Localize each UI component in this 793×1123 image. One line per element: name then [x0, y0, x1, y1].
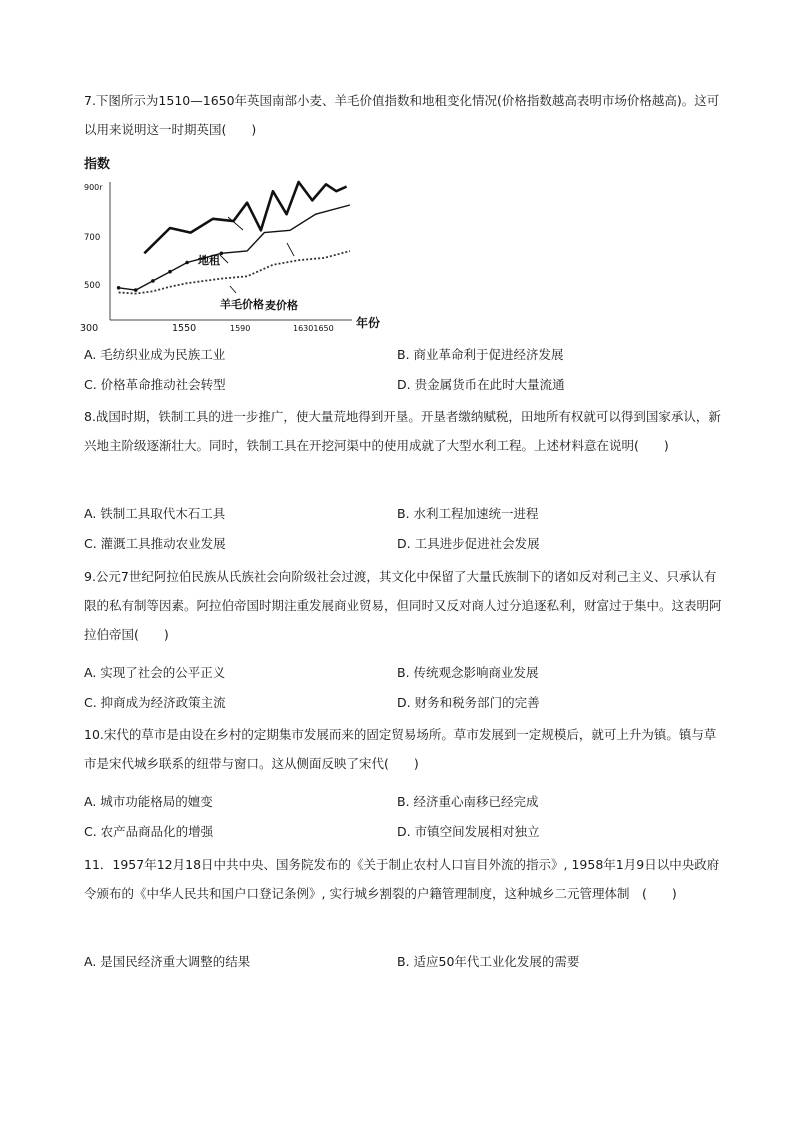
wool-data-point: [151, 279, 155, 283]
q7-option-c[interactable]: C. 价格革命推动社会转型: [84, 377, 226, 392]
annotation-arrow-4: [230, 286, 236, 293]
x-tick-1590: 1590: [230, 324, 251, 333]
wool-data-point: [220, 252, 224, 256]
wool-data-point: [117, 286, 121, 290]
wool-data-point: [134, 288, 138, 292]
series-rent-line: [119, 251, 350, 294]
q8-option-a[interactable]: A. 铁制工具取代木石工具: [84, 506, 226, 521]
label-wheat-price: 麦价格: [265, 299, 298, 312]
wool-data-point: [185, 261, 189, 265]
q9-option-a[interactable]: A. 实现了社会的公平正义: [84, 665, 226, 680]
y-tick-500: 500: [84, 281, 101, 291]
x-tick-1630-1650: 16301650: [293, 324, 334, 333]
chart-ylabel: 指数: [84, 157, 111, 172]
question-11-stem: 11．1957年12月18日中共中央、国务院发布的《关于制止农村人口盲目外流的指示》, 1958年1月9日以中央政府令颁布的《中华人民共和国户口登记条例》, 实行城乡割裂的户籍管理制度，这种城乡二元管理体制 ( ): [84, 857, 720, 901]
q10-option-a[interactable]: A. 城市功能格局的嬗变: [84, 794, 213, 809]
question-9-stem: 9.公元7世纪阿拉伯民族从氏族社会向阶级社会过渡，其文化中保留了大量氏族制下的诸如反对利己主义、只承认有限的私有制等因素。阿拉伯帝国时期注重发展商业贸易，但同时又反对商人过分追逐私利，财富过于集中。这表明阿拉伯帝国( ): [84, 569, 722, 642]
y-tick-700: 700: [84, 233, 101, 243]
annotation-arrow-2: [287, 243, 294, 256]
question-7-stem: 7.下图所示为1510—1650年英国南部小麦、羊毛价值指数和地租变化情况(价格指数越高表明市场价格越高)。这可以用来说明这一时期英国( ): [84, 93, 720, 137]
wool-data-point: [168, 270, 172, 274]
q8-option-c[interactable]: C. 灌溉工具推动农业发展: [84, 536, 226, 551]
series-wheat-price-line: [144, 182, 346, 253]
y-tick-900: 900r: [84, 183, 103, 192]
label-rent: 地租: [198, 254, 220, 267]
annotation-arrow-3: [220, 255, 228, 263]
q9-option-d[interactable]: D. 财务和税务部门的完善: [397, 695, 540, 710]
q9-option-b[interactable]: B. 传统观念影响商业发展: [397, 665, 539, 680]
q9-option-c[interactable]: C. 抑商成为经济政策主流: [84, 695, 226, 710]
question-8-stem: 8.战国时期，铁制工具的进一步推广，使大量荒地得到开垦。开垦者缴纳赋税，田地所有权就可以得到国家承认，新兴地主阶级逐渐壮大。同时，铁制工具在开挖河渠中的使用成就了大型水利工程。上述材料意在说明( ): [84, 409, 721, 453]
q8-option-d[interactable]: D. 工具进步促进社会发展: [397, 536, 540, 551]
y-tick-300: 300: [80, 323, 99, 334]
q7-option-b[interactable]: B. 商业革命利于促进经济发展: [397, 347, 564, 362]
q8-option-b[interactable]: B. 水利工程加速统一进程: [397, 506, 539, 521]
q11-option-a[interactable]: A. 是国民经济重大调整的结果: [84, 954, 251, 969]
price-index-chart: [80, 150, 400, 340]
q11-option-b[interactable]: B. 适应50年代工业化发展的需要: [397, 954, 580, 969]
q10-option-c[interactable]: C. 农产品商品化的增强: [84, 824, 214, 839]
label-wool-price: 羊毛价格: [220, 298, 264, 311]
chart-xlabel: 年份: [356, 316, 381, 330]
q10-option-d[interactable]: D. 市镇空间发展相对独立: [397, 824, 540, 839]
x-tick-1550: 1550: [172, 323, 197, 334]
question-10-stem: 10.宋代的草市是由设在乡村的定期集市发展而来的固定贸易场所。草市发展到一定规模后，就可上升为镇。镇与草市是宋代城乡联系的纽带与窗口。这从侧面反映了宋代( ): [84, 727, 717, 771]
q10-option-b[interactable]: B. 经济重心南移已经完成: [397, 794, 539, 809]
q7-option-d[interactable]: D. 贵金属货币在此时大量流通: [397, 377, 565, 392]
q7-option-a[interactable]: A. 毛纺织业成为民族工业: [84, 347, 226, 362]
